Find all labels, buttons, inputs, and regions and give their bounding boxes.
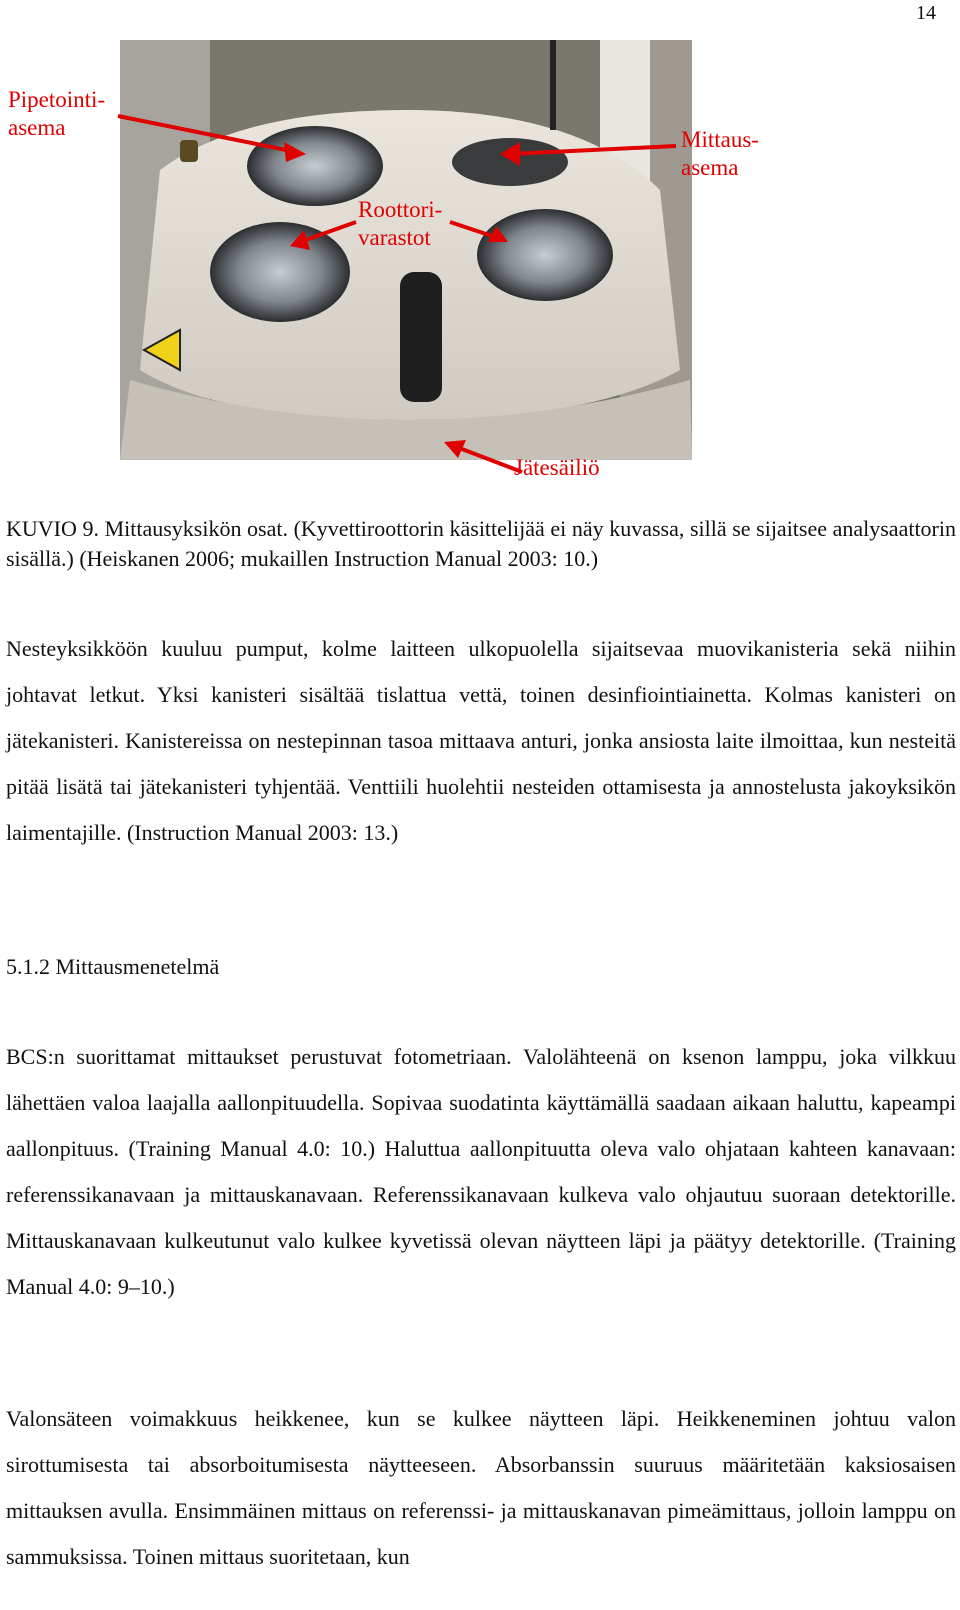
callout-measure-line2: asema bbox=[681, 155, 739, 180]
page-number: 14 bbox=[916, 2, 936, 24]
figure-measurement-unit bbox=[0, 36, 960, 496]
arrowhead-measure bbox=[500, 142, 520, 166]
arrow-pipetting bbox=[118, 116, 296, 152]
callout-arrows bbox=[0, 36, 960, 496]
section-heading: 5.1.2 Mittausmenetelmä bbox=[6, 954, 220, 979]
callout-pipetting-line1: Pipetointi- bbox=[8, 87, 106, 112]
arrow-waste bbox=[454, 446, 522, 472]
callout-rotor-line1: Roottori- bbox=[358, 197, 443, 222]
callout-rotor-storage bbox=[358, 196, 442, 252]
callout-measure-line1: Mittaus- bbox=[681, 127, 759, 152]
paragraph-measurement-method: BCS:n suorittamat mittaukset perustuvat fotometriaan. Valolähteenä on ksenon lamppu, joka vilkkuu lähettäen valoa laajalla aallonpituudella. Sopivaa suodatinta käyttämällä saadaan aikaan haluttu, kapeampi aallonpituus. (Training Manual 4.0: 10.) Haluttua aallonpituutta oleva valo ohjataan kahteen kanavaan: referenssikanavaan ja mittauskanavaan. Referenssikanavaan kulkeva valo ohjautuu suoraan detektorille. Mittauskanavaan kulkeutunut valo kulkee kyvetissä olevan näytteen läpi ja päätyy detektorille. (Training Manual 4.0: 9–10.) bbox=[6, 1044, 956, 1299]
paragraph-liquid-unit: Nesteyksikköön kuuluu pumput, kolme laitteen ulkopuolella sijaitsevaa muovikanisteria sekä niihin johtavat letkut. Yksi kanisteri sisältää tislattua vettä, toinen desinfiointiainetta. Kolmas kanisteri on jätekanisteri. Kanistereissa on nestepinnan tasoa mittaava anturi, jonka ansiosta laite ilmoittaa, kun nesteitä pitää lisätä tai jätekanisteri tyhjentää. Venttiili huolehtii nesteiden ottamisesta ja annostelusta jakoyksikön laimentajille. (Instruction Manual 2003: 13.) bbox=[6, 636, 956, 845]
callout-pipetting-line2: asema bbox=[8, 115, 66, 140]
callout-measuring-station bbox=[681, 126, 759, 182]
arrowhead-pipetting bbox=[284, 142, 306, 162]
arrow-measure bbox=[510, 146, 676, 154]
figure-caption: KUVIO 9. Mittausyksikön osat. (Kyvettiroottorin käsittelijää ei näy kuvassa, sillä se sijaitsee analysaattorin sisällä.) (Heiskanen 2006; mukaillen Instruction Manual 2003: 10.) bbox=[6, 516, 956, 571]
arrowhead-rotor-left bbox=[290, 230, 310, 250]
callout-pipetting-station bbox=[8, 86, 105, 142]
paragraph-absorbance: Valonsäteen voimakkuus heikkenee, kun se kulkee näytteen läpi. Heikkeneminen johtuu valon sirottumisesta tai absorboitumisesta näytteeseen. Absorbanssin suuruus määritetään kaksiosaisen mittauksen avulla. Ensimmäinen mittaus on referenssi- ja mittauskanavan pimeämittaus, jolloin lamppu on sammuksissa. Toinen mittaus suoritetaan, kun bbox=[6, 1406, 956, 1569]
callout-waste-container: Jätesäiliö bbox=[514, 455, 600, 480]
arrow-rotor-right bbox=[450, 222, 498, 238]
arrow-rotor-left bbox=[300, 222, 356, 242]
callout-rotor-line2: varastot bbox=[358, 225, 431, 250]
